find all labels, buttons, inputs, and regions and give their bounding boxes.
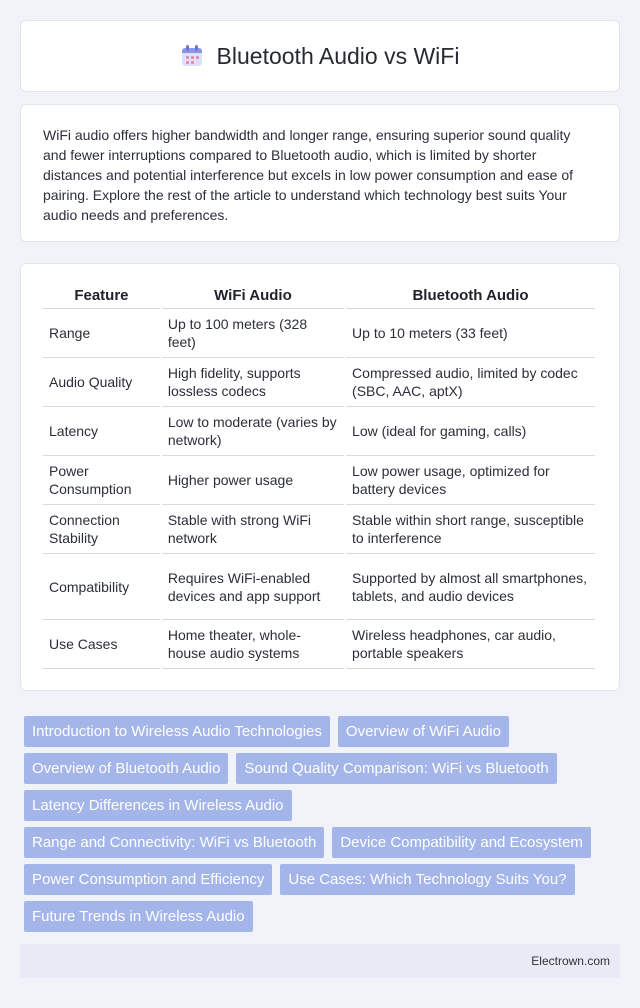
calendar-icon: [181, 45, 203, 67]
bluetooth-cell: Stable within short range, susceptible to interference: [346, 505, 595, 554]
tag-overview-bluetooth[interactable]: Overview of Bluetooth Audio: [24, 753, 228, 784]
bluetooth-cell: Up to 10 meters (33 feet): [346, 309, 595, 358]
table-row: [43, 407, 595, 456]
comparison-table: [41, 286, 597, 669]
header-wifi-audio: WiFi Audio: [162, 286, 344, 309]
intro-text: WiFi audio offers higher bandwidth and longer range, ensuring superior sound quality and fewer interruptions compared to Bluetooth audio, which is limited by shorter distances and potential interference but excels in low power consumption and ease of pairing. Explore the rest of the article to understand which technology best suits Your audio needs and preferences.: [43, 127, 573, 223]
tag-range[interactable]: Range and Connectivity: WiFi vs Bluetooth: [24, 827, 324, 858]
wifi-cell: Stable with strong WiFi network: [162, 505, 344, 554]
table-row: [43, 358, 595, 407]
tag-use-cases[interactable]: Use Cases: Which Technology Suits You?: [280, 864, 574, 895]
topic-tags: [24, 716, 624, 938]
feature-cell: Audio Quality: [43, 358, 160, 407]
bluetooth-cell: Wireless headphones, car audio, portable speakers: [346, 620, 595, 669]
bluetooth-cell: Supported by almost all smartphones, tablets, and audio devices: [346, 554, 595, 620]
table-row: [43, 309, 595, 358]
intro-card: [20, 104, 620, 242]
header-feature: Feature: [43, 286, 160, 309]
footer-site-name: Electrown.com: [531, 954, 610, 968]
title-card: [20, 20, 620, 92]
table-row: [43, 505, 595, 554]
wifi-cell: Higher power usage: [162, 456, 344, 505]
wifi-cell: Low to moderate (varies by network): [162, 407, 344, 456]
wifi-cell: Up to 100 meters (328 feet): [162, 309, 344, 358]
wifi-cell: Home theater, whole-house audio systems: [162, 620, 344, 669]
wifi-cell: Requires WiFi-enabled devices and app support: [162, 554, 344, 620]
tag-future-trends[interactable]: Future Trends in Wireless Audio: [24, 901, 253, 932]
bluetooth-cell: Low (ideal for gaming, calls): [346, 407, 595, 456]
table-row: [43, 554, 595, 620]
tag-latency[interactable]: Latency Differences in Wireless Audio: [24, 790, 292, 821]
feature-cell: Compatibility: [43, 554, 160, 620]
feature-cell: Power Consumption: [43, 456, 160, 505]
tag-power[interactable]: Power Consumption and Efficiency: [24, 864, 272, 895]
tag-introduction[interactable]: Introduction to Wireless Audio Technologies: [24, 716, 330, 747]
tag-compatibility[interactable]: Device Compatibility and Ecosystem: [332, 827, 591, 858]
tag-sound-quality[interactable]: Sound Quality Comparison: WiFi vs Bluetooth: [236, 753, 556, 784]
header-bluetooth-audio: Bluetooth Audio: [346, 286, 595, 309]
table-row: [43, 620, 595, 669]
table-header-row: [43, 286, 595, 309]
wifi-cell: High fidelity, supports lossless codecs: [162, 358, 344, 407]
tag-overview-wifi[interactable]: Overview of WiFi Audio: [338, 716, 509, 747]
feature-cell: Latency: [43, 407, 160, 456]
feature-cell: Use Cases: [43, 620, 160, 669]
page-title: Bluetooth Audio vs WiFi: [216, 42, 460, 69]
bluetooth-cell: Low power usage, optimized for battery devices: [346, 456, 595, 505]
feature-cell: Range: [43, 309, 160, 358]
table-row: [43, 456, 595, 505]
comparison-table-card: [20, 263, 620, 691]
feature-cell: Connection Stability: [43, 505, 160, 554]
bluetooth-cell: Compressed audio, limited by codec (SBC, AAC, aptX): [346, 358, 595, 407]
footer: [20, 944, 620, 978]
